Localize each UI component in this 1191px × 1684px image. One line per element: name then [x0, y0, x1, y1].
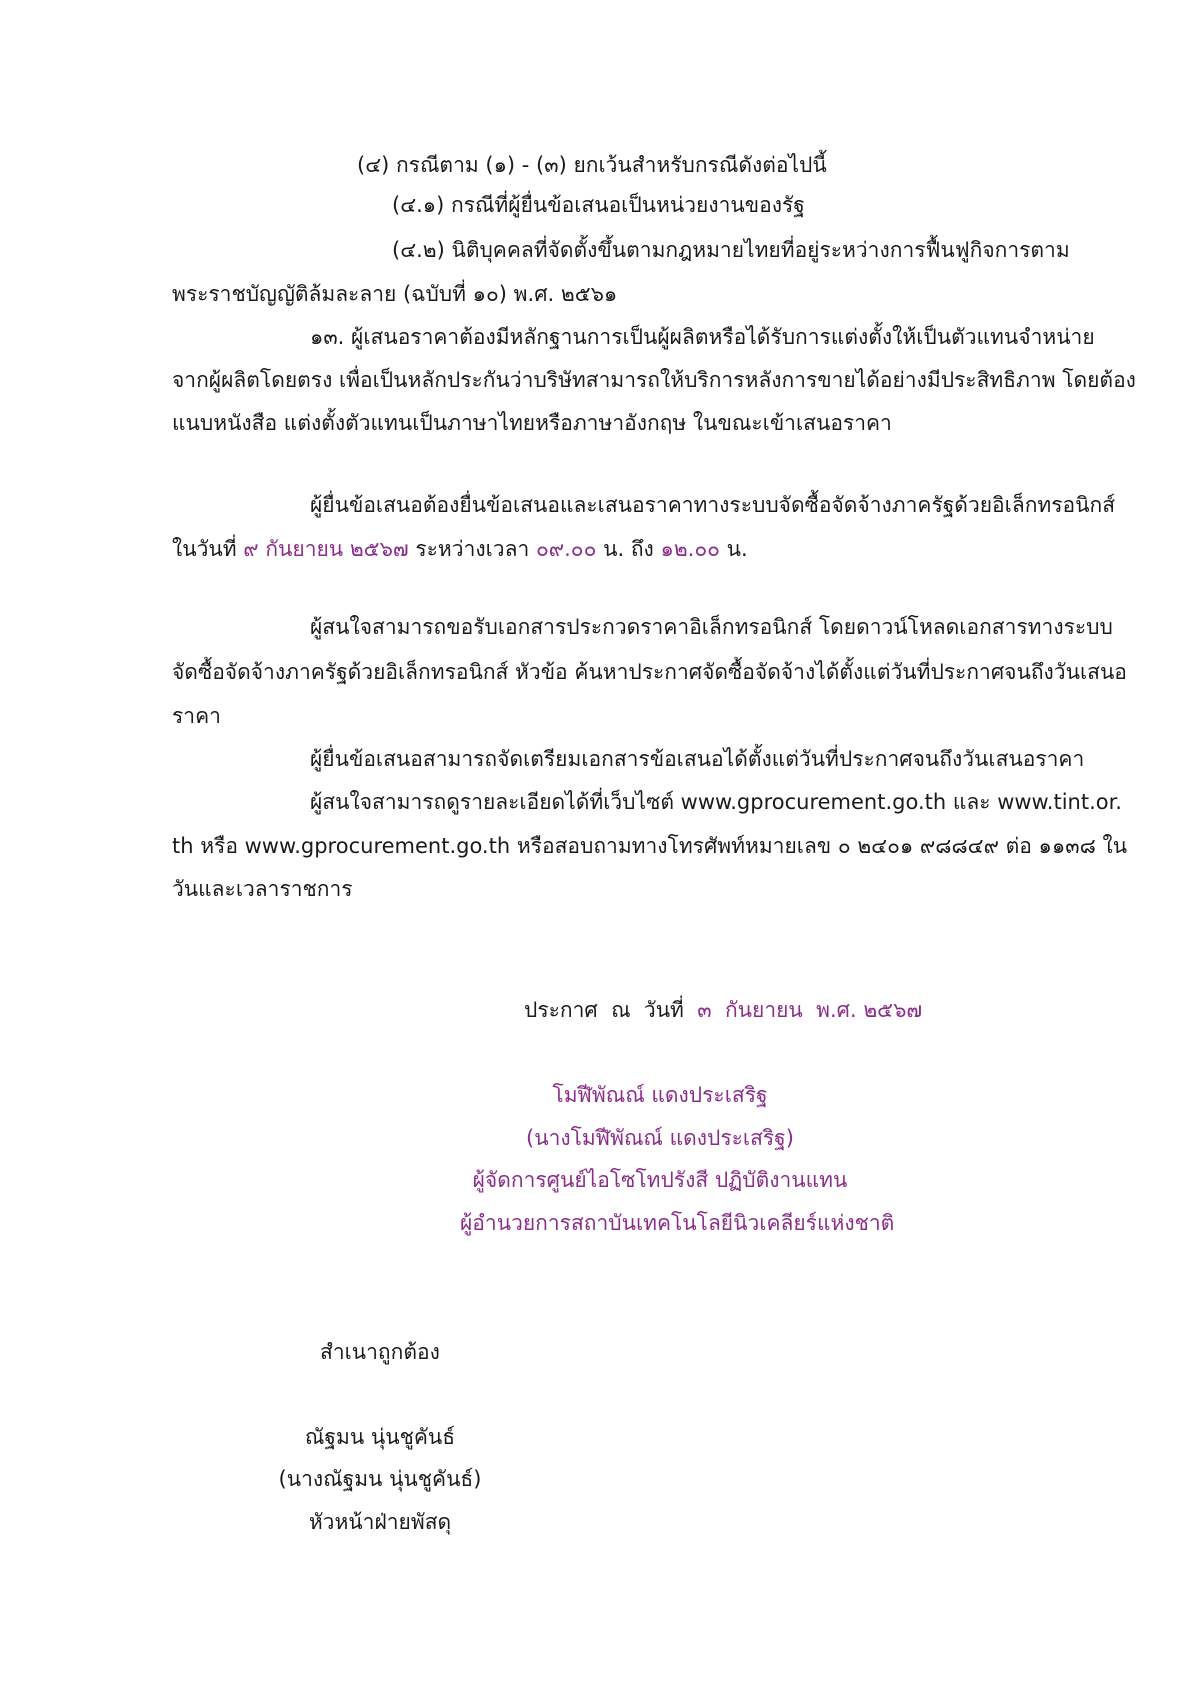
- submission-date: ๙ กันยายน ๒๕๖๗: [243, 537, 409, 561]
- submission-time-start: ๐๙.๐๐: [535, 537, 597, 561]
- announce-rest: กันยายน พ.ศ. ๒๕๖๗: [711, 998, 923, 1022]
- certified-label: สำเนาถูกต้อง: [320, 1340, 440, 1364]
- contact-line2: th หรือ www.gprocurement.go.th หรือสอบถามทางโทรศัพท์หมายเลข ๐ ๒๔๐๑ ๙๘๘๔๙ ต่อ ๑๑๓๘ ใน: [172, 834, 1128, 858]
- submission-to: น. ถึง: [596, 537, 661, 561]
- submission-between: ระหว่างเวลา: [408, 537, 536, 561]
- signatory-position2: ผู้อำนวยการสถาบันเทคโนโลยีนิวเคลียร์แห่งชาติ: [460, 1211, 895, 1235]
- certified-position: หัวหน้าฝ่ายพัสดุ: [308, 1510, 452, 1534]
- item-4-2-line1: (๔.๒) นิติบุคคลที่จัดตั้งขึ้นตามกฎหมายไทยที่อยู่ระหว่างการฟื้นฟูกิจการตาม: [392, 238, 1070, 262]
- submission-line1: ผู้ยื่นข้อเสนอต้องยื่นข้อเสนอและเสนอราคาทางระบบจัดซื้อจัดจ้างภาครัฐด้วยอิเล็กทรอนิกส์: [310, 493, 1116, 517]
- download-line2: จัดซื้อจัดจ้างภาครัฐด้วยอิเล็กทรอนิกส์ หัวข้อ ค้นหาประกาศจัดซื้อจัดจ้างได้ตั้งแต่วันที่ประกาศจนถึงวันเสนอ: [172, 660, 1127, 684]
- signatory-name: (นางโมฬีพัณณ์ แดงประเสริฐ): [526, 1126, 794, 1150]
- certified-name: (นางณัฐมน นุ่นชูคันธ์): [278, 1467, 482, 1491]
- clause-13-line3: แนบหนังสือ แต่งตั้งตัวแทนเป็นภาษาไทยหรือภาษาอังกฤษ ในขณะเข้าเสนอราคา: [172, 411, 892, 435]
- submission-line2: [172, 534, 748, 564]
- announce-day: ๓: [697, 998, 712, 1022]
- item-4-2-line2: พระราชบัญญัติล้มละลาย (ฉบับที่ ๑๐) พ.ศ. ๒๕๖๑: [172, 282, 618, 306]
- signatory-signature: โมฬีพัณณ์ แดงประเสริฐ: [552, 1083, 768, 1107]
- submission-time-end: ๑๒.๐๐: [660, 537, 720, 561]
- prepare-line: ผู้ยื่นข้อเสนอสามารถจัดเตรียมเอกสารข้อเสนอได้ตั้งแต่วันที่ประกาศจนถึงวันเสนอราคา: [310, 747, 1085, 771]
- signatory-position1: ผู้จัดการศูนย์ไอโซโทปรังสี ปฏิบัติงานแทน: [472, 1168, 848, 1192]
- item-4-1: (๔.๑) กรณีที่ผู้ยื่นข้อเสนอเป็นหน่วยงานของรัฐ: [392, 193, 805, 217]
- contact-line1: ผู้สนใจสามารถดูรายละเอียดได้ที่เว็บไซต์ www.gprocurement.go.th และ www.tint.or.: [310, 790, 1122, 814]
- download-line3: ราคา: [172, 704, 221, 728]
- contact-line3: วันและเวลาราชการ: [172, 877, 353, 901]
- announce-prefix: ประกาศ ณ วันที่: [524, 998, 698, 1022]
- clause-13-line1: ๑๓. ผู้เสนอราคาต้องมีหลักฐานการเป็นผู้ผลิตหรือได้รับการแต่งตั้งให้เป็นตัวแทนจำหน่าย: [310, 325, 1095, 349]
- submission-prefix: ในวันที่: [172, 537, 244, 561]
- download-line1: ผู้สนใจสามารถขอรับเอกสารประกวดราคาอิเล็กทรอนิกส์ โดยดาวน์โหลดเอกสารทางระบบ: [310, 615, 1113, 639]
- certified-signature: ณัฐมน นุ่นชูคันธ์: [304, 1425, 456, 1449]
- announce-date: [524, 995, 922, 1025]
- submission-suffix: น.: [719, 537, 748, 561]
- item-4: (๔) กรณีตาม (๑) - (๓) ยกเว้นสำหรับกรณีดังต่อไปนี้: [357, 153, 827, 177]
- clause-13-line2: จากผู้ผลิตโดยตรง เพื่อเป็นหลักประกันว่าบริษัทสามารถให้บริการหลังการขายได้อย่างมีประสิทธิภาพ โดยต้อง: [172, 368, 1136, 392]
